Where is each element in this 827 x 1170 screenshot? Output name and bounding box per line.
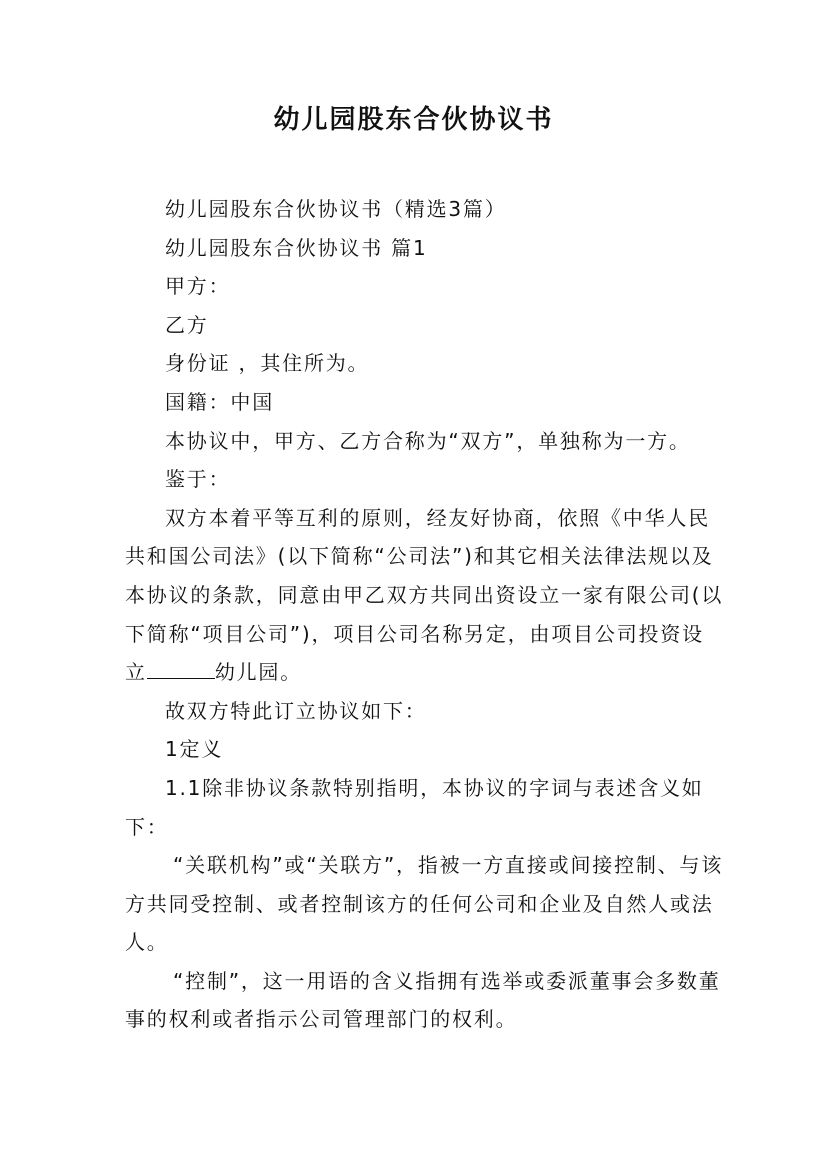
paragraph-control-definition: “控制”，这一用语的含义指拥有选举或委派董事会多数董事的权利或者指示公司管理部门的权利。 bbox=[125, 968, 721, 1032]
paragraph-id-card: 身份证 ，其住所为。 bbox=[165, 351, 370, 376]
paragraph-party-a: 甲方： bbox=[165, 274, 231, 299]
paragraph-affiliate-definition: “关联机构”或“关联方”，指被一方直接或间接控制、与该方共同受控制、或者控制该方的任何公司和企业及自然人或法人。 bbox=[125, 853, 724, 955]
paragraph-agreement-intro: 故双方特此订立协议如下： bbox=[165, 698, 427, 723]
paragraph-party-b: 乙方 bbox=[165, 312, 209, 337]
document-title: 幼儿园股东合伙协议书 bbox=[273, 105, 554, 135]
paragraph-collection-title: 幼儿园股东合伙协议书（精选3篇） bbox=[165, 197, 507, 221]
recital-ending: 幼儿园。 bbox=[214, 660, 303, 685]
paragraph-parties-definition: 本协议中，甲方、乙方合称为“双方”，单独称为一方。 bbox=[165, 428, 691, 453]
paragraph-nationality: 国籍：中国 bbox=[165, 389, 274, 414]
document-body bbox=[125, 190, 725, 1039]
paragraph-recital bbox=[125, 499, 725, 692]
paragraph-clause-1-1: 1.1除非协议条款特别指明，本协议的字词与表述含义如下： bbox=[125, 775, 704, 839]
paragraph-article-heading: 幼儿园股东合伙协议书 篇1 bbox=[165, 235, 428, 260]
fill-in-blank bbox=[147, 660, 215, 679]
recital-text: 双方本着平等互利的原则，经友好协商，依照《中华人民共和国公司法》(以下简称“公司法”)和其它相关法律法规以及本协议的条款，同意由甲乙双方共同出资设立一家有限公司(以下简称“项目公司”)，项目公司名称另定，由项目公司投资设立 bbox=[125, 505, 724, 685]
paragraph-whereas: 鉴于： bbox=[165, 467, 231, 492]
paragraph-section-definitions: 1定义 bbox=[165, 737, 224, 762]
